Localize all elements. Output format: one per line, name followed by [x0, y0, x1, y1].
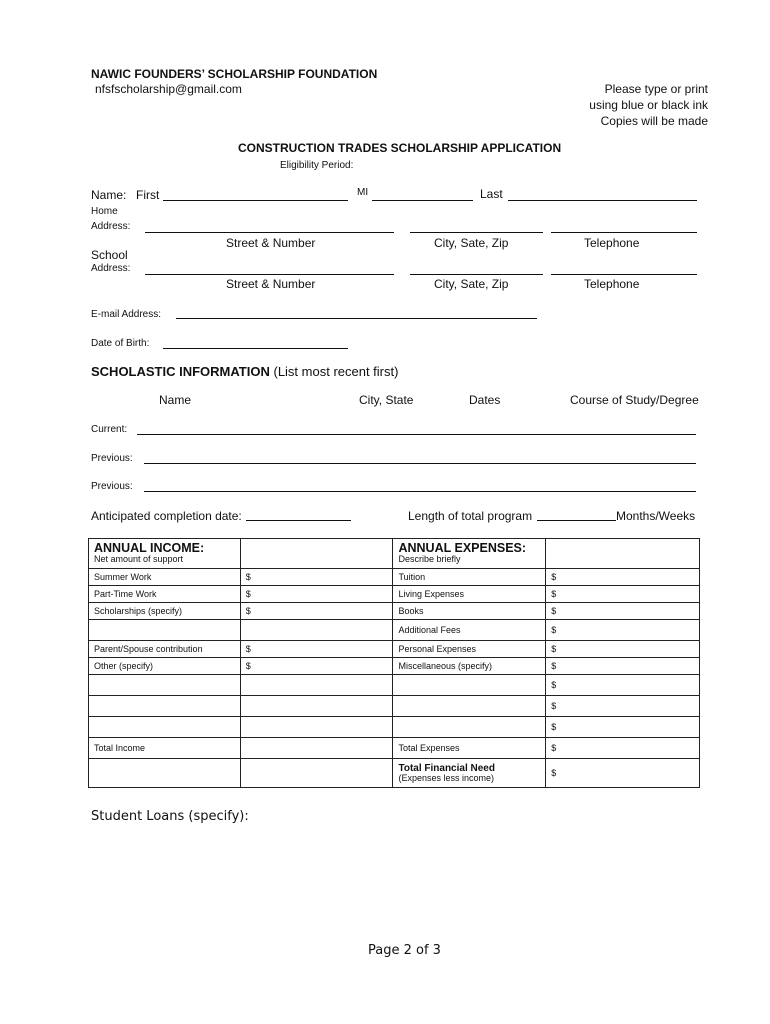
program-length-field[interactable]	[537, 520, 616, 521]
expense-amount[interactable]: $	[546, 717, 700, 738]
income-label: Scholarships (specify)	[89, 603, 241, 620]
table-row	[89, 717, 700, 738]
income-amount[interactable]: $	[240, 569, 393, 586]
income-amount[interactable]: $	[240, 641, 393, 658]
school-label: School	[91, 248, 128, 262]
home-label: Home	[91, 206, 118, 217]
expense-amount[interactable]: $	[546, 586, 700, 603]
income-amount[interactable]	[240, 717, 393, 738]
expense-header-amount	[546, 539, 700, 569]
income-label: Other (specify)	[89, 658, 241, 675]
income-amount[interactable]	[240, 696, 393, 717]
col-dates: Dates	[469, 393, 501, 407]
scholastic-heading-text: SCHOLASTIC INFORMATION	[91, 364, 270, 379]
current-school-field[interactable]	[137, 434, 696, 435]
tfn-title: Total Financial Need	[398, 762, 495, 774]
dob-field[interactable]	[163, 348, 348, 349]
org-email: nfsfscholarship@gmail.com	[95, 82, 242, 96]
home-city-caption: City, Sate, Zip	[434, 236, 509, 250]
student-loans-label: Student Loans (specify):	[91, 809, 249, 824]
school-street-field[interactable]	[145, 274, 394, 275]
total-expenses-label: Total Expenses	[393, 738, 546, 759]
expense-title: ANNUAL EXPENSES:	[398, 540, 527, 555]
table-row	[89, 658, 700, 675]
budget-table	[88, 538, 700, 788]
expense-sub: Describe briefly	[398, 554, 461, 565]
total-income-amount[interactable]	[240, 738, 393, 759]
expense-label: Miscellaneous (specify)	[393, 658, 546, 675]
expense-label: Living Expenses	[393, 586, 546, 603]
tfn-label	[393, 759, 546, 788]
expense-label	[393, 696, 546, 717]
table-row	[89, 586, 700, 603]
school-telephone-field[interactable]	[551, 274, 697, 275]
table-row	[89, 641, 700, 658]
school-street-caption: Street & Number	[226, 277, 316, 291]
expense-amount[interactable]: $	[546, 603, 700, 620]
tfn-empty-1	[89, 759, 241, 788]
eligibility-label: Eligibility Period:	[280, 160, 354, 171]
total-expenses-amount[interactable]: $	[546, 738, 700, 759]
school-telephone-caption: Telephone	[584, 277, 640, 291]
income-header	[89, 539, 241, 569]
income-amount[interactable]	[240, 675, 393, 696]
scholastic-heading-note: (List most recent first)	[273, 364, 399, 379]
tfn-empty-2	[240, 759, 393, 788]
expense-header	[393, 539, 546, 569]
current-label: Current:	[91, 424, 128, 435]
expense-amount[interactable]: $	[546, 696, 700, 717]
col-city: City, State	[359, 393, 414, 407]
col-course: Course of Study/Degree	[570, 393, 699, 407]
expense-label: Personal Expenses	[393, 641, 546, 658]
dob-label: Date of Birth:	[91, 338, 150, 349]
scholastic-heading	[91, 364, 398, 379]
anticipated-label: Anticipated completion date:	[91, 509, 242, 523]
table-row	[89, 603, 700, 620]
expense-amount[interactable]: $	[546, 675, 700, 696]
email-label: E-mail Address:	[91, 309, 162, 320]
instruction-line-2: using blue or black ink	[589, 98, 708, 112]
col-name: Name	[159, 393, 192, 407]
income-label: Part-Time Work	[89, 586, 241, 603]
anticipated-date-field[interactable]	[246, 520, 351, 521]
email-field[interactable]	[176, 318, 537, 319]
mi-label: MI	[357, 187, 369, 198]
income-label	[89, 675, 241, 696]
first-label: First	[136, 188, 160, 202]
previous-school-field-2[interactable]	[144, 491, 696, 492]
income-amount[interactable]: $	[240, 586, 393, 603]
org-name: NAWIC FOUNDERS’ SCHOLARSHIP FOUNDATION	[91, 67, 378, 81]
tfn-amount[interactable]: $	[546, 759, 700, 788]
tfn-sub: (Expenses less income)	[398, 772, 495, 783]
school-city-caption: City, Sate, Zip	[434, 277, 509, 291]
home-city-field[interactable]	[410, 232, 543, 233]
income-label	[89, 696, 241, 717]
school-city-field[interactable]	[410, 274, 543, 275]
home-telephone-field[interactable]	[551, 232, 697, 233]
previous-label-1: Previous:	[91, 453, 133, 464]
previous-school-field-1[interactable]	[144, 463, 696, 464]
income-sub: Net amount of support	[94, 554, 184, 565]
expense-amount[interactable]: $	[546, 569, 700, 586]
expense-label: Additional Fees	[393, 620, 546, 641]
expense-label: Tuition	[393, 569, 546, 586]
income-amount[interactable]: $	[240, 658, 393, 675]
table-row	[89, 675, 700, 696]
table-row	[89, 569, 700, 586]
income-title: ANNUAL INCOME:	[94, 540, 205, 555]
income-amount[interactable]: $	[240, 603, 393, 620]
table-row	[89, 738, 700, 759]
last-name-field[interactable]	[508, 200, 697, 201]
total-income-label: Total Income	[89, 738, 241, 759]
table-header-row	[89, 539, 700, 569]
expense-label: Books	[393, 603, 546, 620]
name-label: Name:	[91, 188, 127, 202]
home-street-caption: Street & Number	[226, 236, 316, 250]
previous-label-2: Previous:	[91, 481, 133, 492]
instruction-line-3: Copies will be made	[600, 114, 708, 128]
expense-amount[interactable]: $	[546, 658, 700, 675]
home-street-field[interactable]	[145, 232, 394, 233]
expense-label	[393, 717, 546, 738]
expense-amount[interactable]: $	[546, 620, 700, 641]
form-title: CONSTRUCTION TRADES SCHOLARSHIP APPLICATION	[238, 141, 562, 155]
expense-label	[393, 675, 546, 696]
length-label: Length of total program	[408, 509, 533, 523]
income-label	[89, 717, 241, 738]
total-financial-need-row	[89, 759, 700, 788]
months-label: Months/Weeks	[616, 509, 696, 523]
school-address-label: Address:	[91, 263, 131, 274]
income-label	[89, 620, 241, 641]
expense-amount[interactable]: $	[546, 641, 700, 658]
home-telephone-caption: Telephone	[584, 236, 640, 250]
page-number: Page 2 of 3	[368, 943, 441, 958]
table-row	[89, 696, 700, 717]
income-label: Parent/Spouse contribution	[89, 641, 241, 658]
income-amount[interactable]	[240, 620, 393, 641]
last-label: Last	[480, 187, 503, 201]
income-label: Summer Work	[89, 569, 241, 586]
middle-initial-field[interactable]	[372, 200, 473, 201]
instruction-line-1: Please type or print	[604, 82, 708, 96]
income-header-amount	[240, 539, 393, 569]
home-address-label: Address:	[91, 221, 131, 232]
table-row	[89, 620, 700, 641]
first-name-field[interactable]	[163, 200, 348, 201]
